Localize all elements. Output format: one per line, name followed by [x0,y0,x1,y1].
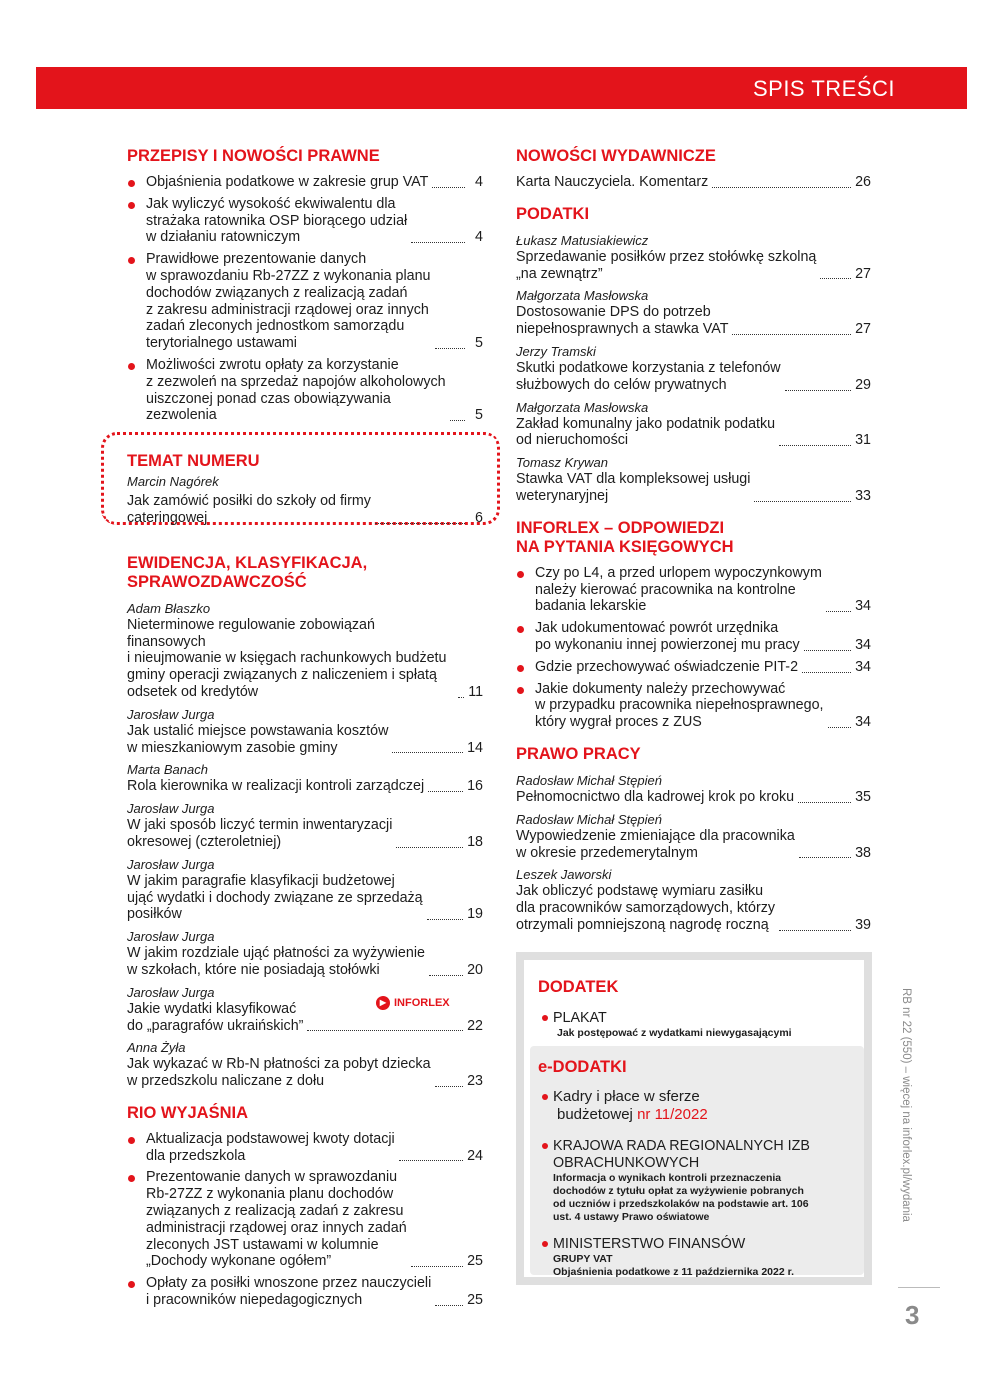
entry-title: W jaki sposób liczyć termin inwentaryzacji okresowej (czteroletniej) [127,817,393,850]
entry-title: Jak wyliczyć wysokość ekwiwalentu dla strażaka ratownika OSP biorącego udział w działaniu ratowniczym [146,195,408,246]
section-title: TEMAT NUMERU [127,452,260,471]
bullet-icon [128,1175,135,1182]
section-title: EWIDENCJA, KLASYFIKACJA, SPRAWOZDAWCZOŚĆ [127,553,368,591]
entry-title: Sprzedawanie posiłków przez stołówkę szkolną „na zewnątrz” [516,248,817,282]
bullet-icon [128,202,135,209]
bullet-icon [542,1094,548,1100]
leader-dots [826,607,851,612]
page-ref: 23 [467,1073,483,1090]
leader-dots [779,926,851,931]
edodatek-3-sub: GRUPY VAT Objaśnienia podatkowe z 11 października 2022 r. [553,1253,795,1278]
author: Jerzy Tramski [516,343,596,359]
bullet-icon [517,665,524,672]
badge-label: INFORLEX [394,997,450,1009]
leader-dots [732,330,851,335]
section-list [516,772,871,934]
toc-entry[interactable] [127,1131,483,1165]
section-title: NOWOŚCI WYDAWNICZE [516,147,716,165]
toc-entry[interactable] [127,945,483,979]
section-title: PODATKI [516,204,590,223]
leader-dots [432,183,465,188]
bullet-icon [128,1281,135,1288]
entry-title: Skutki podatkowe korzystania z telefonów służbowych do celów prywatnych [516,359,781,393]
entry-title: Zakład komunalny jako podatnik podatku od nieruchomości [516,415,776,449]
page-ref: 25 [467,1292,483,1309]
author: Jarosław Jurga [127,856,215,872]
section-list [516,565,871,731]
page-number: 3 [905,1300,920,1330]
page-ref: 25 [467,1253,483,1270]
entry-title: Możliwości zwrotu opłaty za korzystanie z zezwoleń na sprzedaż napojów alkoholowych uiszczonej ponad czas obowiązywania zezwolenia [146,356,446,424]
author: Adam Błaszko [127,600,211,616]
page-ref: 4 [475,174,483,190]
page-ref: 11 [468,683,484,700]
bullet-icon [517,571,524,578]
entry-title: Opłaty za posiłki wnoszone przez nauczycieli i pracowników niepedagogicznych [146,1275,432,1309]
entry-title: Nieterminowe regulowanie zobowiązań finansowych i nieujmowanie w księgach rachunkowych budżetu gminy operacji związanych z naliczeniem i spłatą odsetek od kredytów [127,616,447,700]
page-ref: 29 [855,376,871,393]
bullet-icon [128,1137,135,1144]
toc-entry[interactable] [516,416,871,450]
toc-entry[interactable] [516,828,871,862]
entry-title: Jak zamówić posiłki do szkoły od firmy cateringowej [127,493,371,526]
edodatek-1-line1: Kadry i płace w sferze [553,1088,700,1105]
leader-dots [307,1026,463,1031]
leader-dots [450,416,465,421]
leader-dots [411,238,465,243]
author: Leszek Jaworski [516,867,612,883]
leader-dots [785,386,851,391]
entry-title: Wypowiedzenie zmieniające dla pracownika w okresie przedemerytalnym [516,827,795,861]
page-ref: 24 [467,1147,483,1164]
author: Łukasz Matusiakiewicz [516,232,649,248]
leader-dots [754,497,851,502]
plakat-item[interactable] [542,1010,792,1040]
toc-entry[interactable] [127,873,483,923]
entry-title: Gdzie przechowywać oświadczenie PIT-2 [535,658,799,675]
bullet-icon [542,1015,548,1021]
page-ref: 34 [855,598,871,615]
entry-title: W jakim paragrafie klasyfikacji budżetowej ująć wydatki i dochody związane ze sprzedażą posiłków [127,872,423,923]
page-ref: 26 [855,174,871,190]
edodatek-1-line2: budżetowej [557,1106,633,1123]
leader-dots [396,843,463,848]
toc-entry[interactable] [127,1056,483,1090]
entry-title: Aktualizacja podstawowej kwoty dotacji dla przedszkola [146,1130,395,1164]
author: Jarosław Jurga [127,801,215,817]
leader-dots [435,1082,464,1087]
leader-dots [435,344,466,349]
right-column [516,147,871,939]
entry-title: Pełnomocnictwo dla kadrowej krok po kroku [516,788,795,805]
dodatek-box [516,952,872,1285]
entry-title: Stawka VAT dla kompleksowej usługi weterynaryjnej [516,471,751,504]
bullet-icon [542,1143,548,1149]
author: Radosław Michał Stępień [516,772,662,788]
section-list [127,1131,483,1309]
leader-dots [802,668,851,673]
leader-dots [411,1262,463,1267]
page-ref: 39 [855,916,871,933]
leader-dots [392,748,463,753]
section-list [127,174,483,424]
toc-entry[interactable] [516,883,871,933]
toc-entry[interactable] [127,196,483,246]
author: Marcin Nagórek [127,474,219,490]
author: Małgorzata Masłowska [516,399,649,415]
leader-dots [804,646,851,651]
toc-entry[interactable] [516,249,871,283]
toc-entry[interactable] [516,565,871,615]
edodatek-2-sub: Informacja o wynikach kontroli przeznaczenia dochodów z tytułu opłat za wyżywienie pobranych od uczniów i przedszkolaków na podstawie art. 106 ust. 4 ustawy Prawo oświatowe [553,1172,809,1223]
page-ref: 16 [467,778,483,795]
edodatek-item-1[interactable] [542,1088,708,1124]
toc-entry[interactable] [516,659,871,676]
entry-title: Objaśnienia podatkowe w zakresie grup VAT [146,174,429,190]
page-ref: 22 [467,1017,483,1034]
toc-entry[interactable] [127,1169,483,1270]
author: Jarosław Jurga [127,929,215,945]
page-ref: 35 [855,788,871,805]
toc-entry[interactable] [127,723,483,757]
leader-dots [458,693,464,698]
leader-dots [427,915,463,920]
edodatek-2-title: KRAJOWA RADA REGIONALNYCH IZB OBRACHUNKOWYCH [553,1138,810,1171]
edodatki-title: e-DODATKI [538,1058,627,1076]
entry-title: Jak udokumentować powrót urzędnika po wykonaniu innej powierzonej mu pracy [535,620,800,653]
author: Anna Żyła [127,1040,186,1056]
play-icon: ▶ [376,996,390,1010]
page-ref: 6 [475,509,483,526]
page-ref: 34 [855,636,871,653]
page-ref: 19 [467,906,483,923]
plakat-label: PLAKAT [553,1010,607,1026]
leader-dots [779,441,851,446]
toc-entry[interactable] [516,471,871,505]
entry-title: Rola kierownika w realizacji kontroli zarządczej [127,778,425,795]
edodatek-item-3[interactable] [542,1236,794,1279]
left-column [127,147,483,1314]
toc-entry[interactable] [516,360,871,394]
leader-dots [798,798,851,803]
entry-title: Karta Nauczyciela. Komentarz [516,174,709,190]
section-title: INFORLEX – ODPOWIEDZI NA PYTANIA KSIĘGOWYCH [516,518,734,556]
leader-dots [375,519,465,524]
entry-title: Prezentowanie danych w sprawozdaniu Rb-27ZZ z wykonania planu dochodów związanych z realizacją zadań z zakresu administracji rządowej oraz innych zadań zleconych JST ustawami w kolumnie „Dochody wykonane ogółem” [146,1169,407,1270]
page-ref: 33 [855,487,871,504]
toc-entry[interactable] [127,174,483,191]
bullet-icon [517,626,524,633]
section-title: PRZEPISY I NOWOŚCI PRAWNE [127,147,380,165]
author: Małgorzata Masłowska [516,288,649,304]
edodatek-3-title: MINISTERSTWO FINANSÓW [553,1236,746,1252]
toc-entry[interactable] [127,617,483,701]
page-ref: 38 [855,844,871,861]
page-title: SPIS TREŚCI [752,76,895,101]
page-ref: 27 [855,321,871,338]
leader-dots [799,853,851,858]
header-banner [36,67,967,109]
author: Radosław Michał Stępień [516,811,662,827]
page-ref: 20 [467,961,483,978]
toc-entry[interactable] [516,304,871,338]
entry-title: Jak ustalić miejsce powstawania kosztów w mieszkaniowym zasobie gminy [127,722,389,756]
divider [898,1287,940,1288]
dodatek-panel [524,960,864,1277]
page-ref: 31 [855,432,871,449]
leader-dots [820,274,851,279]
bullet-icon [128,363,135,370]
page-ref: 34 [855,714,871,731]
page-ref: 34 [855,658,871,675]
entry-title: W jakim rozdziale ująć płatności za wyżywienie w szkołach, które nie posiadają stołówki [127,945,425,978]
edodatki-panel [530,1046,864,1278]
page-ref: 4 [475,229,483,246]
dodatek-title: DODATEK [538,978,619,996]
section-list [516,174,871,191]
author: Jarosław Jurga [127,984,215,1000]
page-ref: 5 [475,335,483,352]
bullet-icon [542,1241,548,1247]
author: Marta Banach [127,762,208,778]
section-list [127,600,483,1090]
toc-entry[interactable] [516,789,871,806]
entry-title: Dostosowanie DPS do potrzeb niepełnosprawnych a stawka VAT [516,304,729,338]
toc-entry[interactable] [127,778,483,795]
side-text: RB nr 22 (550) – więcej na inforlex.pl/wydania [900,988,912,1222]
page-ref: 18 [467,833,483,850]
toc-entry[interactable] [516,174,871,191]
toc-entry[interactable] [516,681,871,731]
leader-dots [828,723,852,728]
toc-entry[interactable] [127,1275,483,1309]
toc-entry[interactable] [127,357,483,424]
page-ref: 5 [475,407,483,424]
edodatek-item-2[interactable] [542,1138,810,1224]
bullet-icon [128,180,135,187]
section-list [516,232,871,505]
toc-entry[interactable] [516,620,871,654]
leader-dots [712,183,851,188]
entry-title: Czy po L4, a przed urlopem wypoczynkowym należy kierować pracownika na kontrolne badania lekarskie [535,564,822,615]
leader-dots [435,1301,463,1306]
section-title: PRAWO PRACY [516,744,641,763]
toc-entry[interactable] [127,493,483,527]
leader-dots [429,971,463,976]
plakat-sub: Jak postępować z wydatkami niewygasającymi [557,1027,792,1039]
leader-dots [428,787,463,792]
inforlex-badge[interactable] [376,996,450,1010]
side-note [897,988,927,1278]
bullet-icon [517,687,524,694]
bullet-icon [128,257,135,264]
page-ref: 14 [467,739,483,756]
edodatek-1-issue: nr 11/2022 [637,1106,708,1123]
author: Jarosław Jurga [127,706,215,722]
section-title: RIO WYJAŚNIA [127,1103,249,1122]
entry-title: Jak obliczyć podstawę wymiaru zasiłku dla pracowników samorządowych, którzy otrzymali pomniejszoną nagrodę roczną [516,883,776,933]
page-ref: 27 [855,265,871,282]
entry-title: Prawidłowe prezentowanie danych w sprawozdaniu Rb-27ZZ z wykonania planu dochodów związanych z realizacją zadań z zakresu administracji rządowej oraz innych zadań zleconych jednostkom samorządu terytorialnego ustawami [146,251,431,352]
entry-title: Jak wykazać w Rb-N płatności za pobyt dziecka w przedszkolu naliczane z dołu [127,1056,431,1090]
toc-entry[interactable] [127,817,483,851]
author: Tomasz Krywan [516,455,608,471]
leader-dots [399,1156,463,1161]
toc-entry[interactable] [127,251,483,352]
entry-title: Jakie wydatki klasyfikować do „paragrafów ukraińskich” [127,1000,304,1034]
entry-title: Jakie dokumenty należy przechowywać w przypadku pracownika niepełnosprawnego, który wygrał proces z ZUS [535,680,824,731]
